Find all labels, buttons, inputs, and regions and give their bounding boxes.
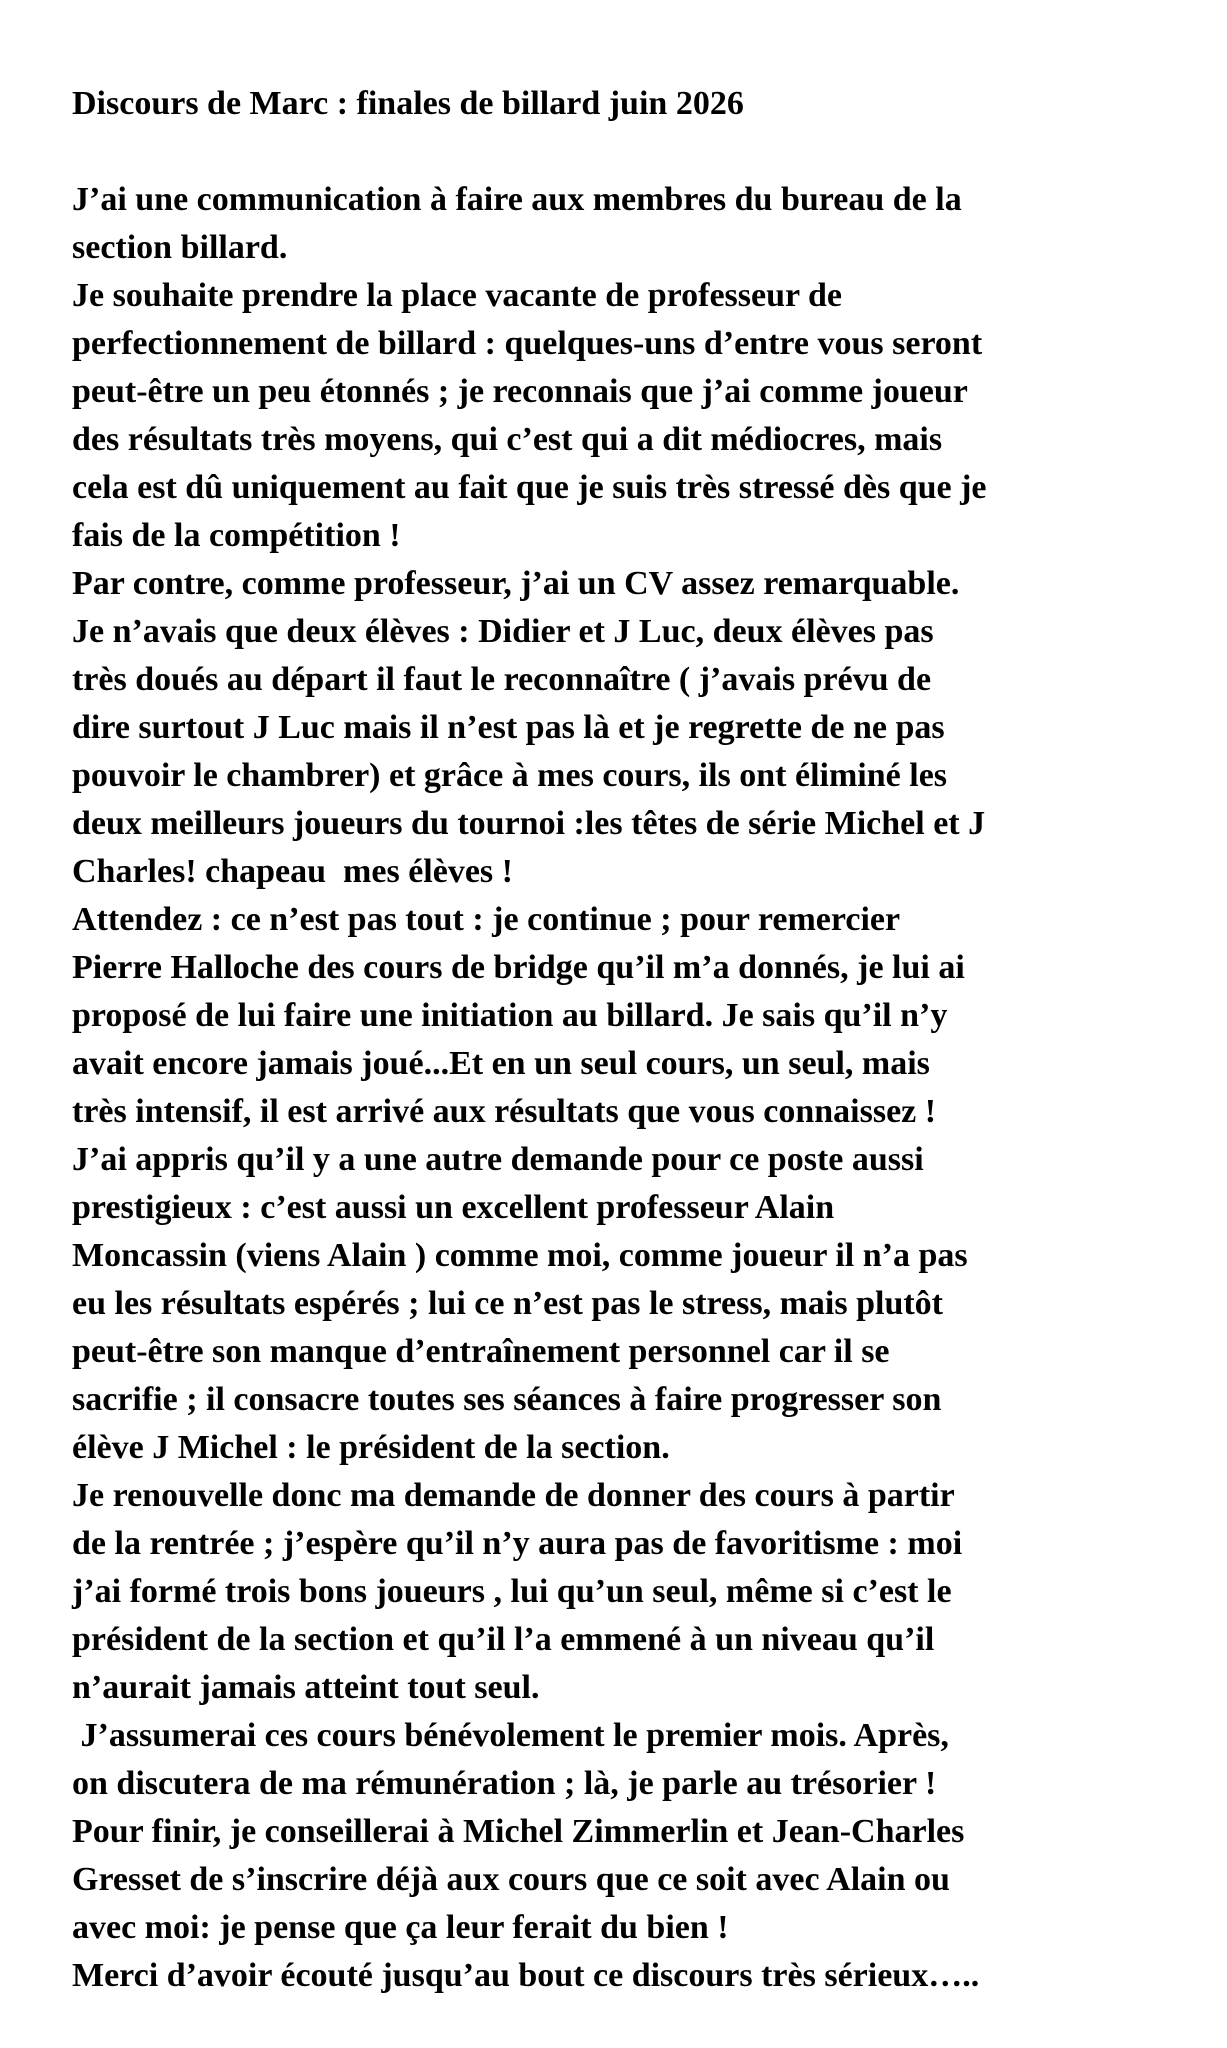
- text-line: fais de la compétition !: [72, 517, 401, 554]
- blank-line: [72, 128, 1192, 176]
- text-line: sacrifie ; il consacre toutes ses séances à faire progresser son: [72, 1381, 942, 1418]
- text-line: Je souhaite prendre la place vacante de professeur de: [72, 277, 842, 314]
- text-line: eu les résultats espérés ; lui ce n’est pas le stress, mais plutôt: [72, 1285, 944, 1322]
- text-line: pouvoir le chambrer) et grâce à mes cours, ils ont éliminé les: [72, 757, 948, 794]
- text-line: on discutera de ma rémunération ; là, je parle au trésorier !: [72, 1765, 937, 1802]
- text-line: j’ai formé trois bons joueurs , lui qu’un seul, même si c’est le: [72, 1573, 952, 1610]
- text-line: peut-être un peu étonnés ; je reconnais que j’ai comme joueur: [72, 373, 968, 410]
- text-line: cela est dû uniquement au fait que je suis très stressé dès que je: [72, 469, 987, 506]
- text-line: avait encore jamais joué...Et en un seul cours, un seul, mais: [72, 1045, 930, 1082]
- text-line: J’assumerai ces cours bénévolement le premier mois. Après,: [72, 1717, 949, 1754]
- text-line: des résultats très moyens, qui c’est qui a dit médiocres, mais: [72, 421, 943, 458]
- text-line: proposé de lui faire une initiation au billard. Je sais qu’il n’y: [72, 997, 948, 1034]
- text-line: perfectionnement de billard : quelques-uns d’entre vous seront: [72, 325, 983, 362]
- document-body: [72, 80, 1192, 2000]
- text-line: n’aurait jamais atteint tout seul.: [72, 1669, 540, 1706]
- speech-text: [72, 176, 1192, 2000]
- text-line: J’ai appris qu’il y a une autre demande pour ce poste aussi: [72, 1141, 924, 1178]
- text-line: avec moi: je pense que ça leur ferait du bien !: [72, 1909, 729, 1946]
- text-line: J’ai une communication à faire aux membres du bureau de la: [72, 181, 962, 218]
- text-line: section billard.: [72, 229, 288, 266]
- text-line: Attendez : ce n’est pas tout : je continue ; pour remercier: [72, 901, 901, 938]
- speech-title: Discours de Marc : finales de billard juin 2026: [72, 85, 744, 122]
- text-line: Pour finir, je conseillerai à Michel Zimmerlin et Jean-Charles: [72, 1813, 965, 1850]
- text-line: Charles! chapeau mes élèves !: [72, 853, 513, 890]
- text-line: Je n’avais que deux élèves : Didier et J Luc, deux élèves pas: [72, 613, 934, 650]
- text-line: très doués au départ il faut le reconnaître ( j’avais prévu de: [72, 661, 932, 698]
- text-line: Moncassin (viens Alain ) comme moi, comme joueur il n’a pas: [72, 1237, 968, 1274]
- text-line: de la rentrée ; j’espère qu’il n’y aura pas de favoritisme : moi: [72, 1525, 963, 1562]
- text-line: élève J Michel : le président de la section.: [72, 1429, 670, 1466]
- text-line: Merci d’avoir écouté jusqu’au bout ce discours très sérieux…..: [72, 1957, 980, 1994]
- text-line: Pierre Halloche des cours de bridge qu’il m’a donnés, je lui ai: [72, 949, 965, 986]
- text-line: peut-être son manque d’entraînement personnel car il se: [72, 1333, 890, 1370]
- text-line: dire surtout J Luc mais il n’est pas là et je regrette de ne pas: [72, 709, 945, 746]
- text-line: président de la section et qu’il l’a emmené à un niveau qu’il: [72, 1621, 935, 1658]
- text-line: prestigieux : c’est aussi un excellent professeur Alain: [72, 1189, 835, 1226]
- text-line: très intensif, il est arrivé aux résultats que vous connaissez !: [72, 1093, 937, 1130]
- text-line: Par contre, comme professeur, j’ai un CV assez remarquable.: [72, 565, 960, 602]
- text-line: Je renouvelle donc ma demande de donner des cours à partir: [72, 1477, 955, 1514]
- text-line: Gresset de s’inscrire déjà aux cours que ce soit avec Alain ou: [72, 1861, 950, 1898]
- text-line: deux meilleurs joueurs du tournoi :les têtes de série Michel et J: [72, 805, 986, 842]
